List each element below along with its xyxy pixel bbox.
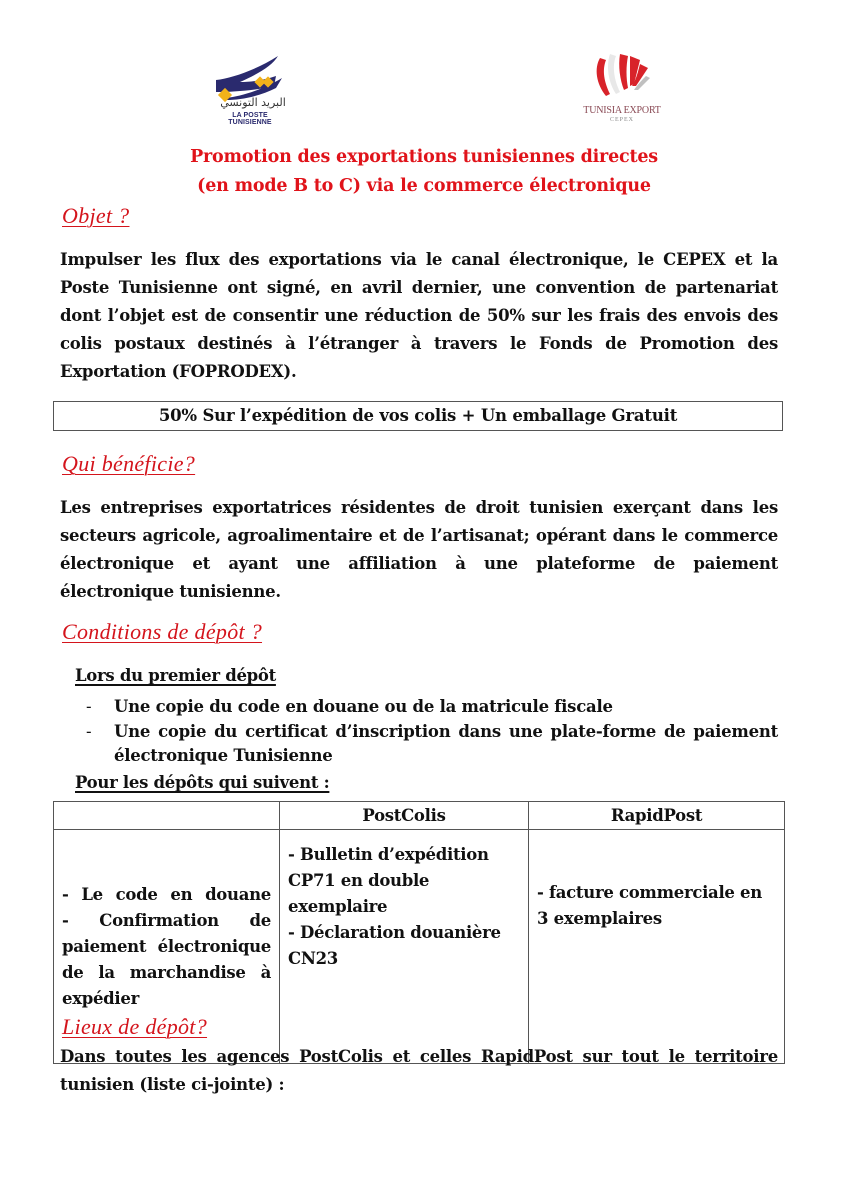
la-poste-latin-text: LA POSTE TUNISIENNE: [228, 112, 272, 126]
section-heading-lieux: Lieux de dépôt?: [62, 1014, 208, 1039]
tunisia-export-logo: [582, 50, 662, 126]
title-line-2: (en mode B to C) via le commerce électronique: [197, 176, 651, 196]
section-heading-beneficiaires: Qui bénéficie?: [62, 451, 196, 476]
document-title: [0, 143, 848, 201]
premier-depot-list: [86, 695, 778, 768]
beneficiaires-paragraph: Les entreprises exportatrices résidentes de droit tunisien exerçant dans les secteurs agricole, agroalimentaire et de l’artisanat; opérant dans le commerce électronique et ayant une affiliation à une plateforme de paiement électronique tunisienne.: [60, 498, 778, 601]
list-item: [86, 695, 778, 719]
table-header-row: [54, 802, 785, 830]
title-line-1: Promotion des exportations tunisiennes directes: [190, 147, 658, 167]
tunisia-export-text: TUNISIA EXPORT: [583, 105, 661, 116]
cepex-text: CEPEX: [609, 117, 634, 123]
la-poste-arabic-text: البريد التونسي: [220, 96, 286, 109]
dash-bullet: -: [86, 697, 92, 716]
cell-item: - Bulletin d’expédition CP71 en double exemplaire: [288, 845, 489, 916]
cell-item: - Le code en douane: [62, 884, 271, 904]
table-header-postcolis: PostColis: [280, 802, 529, 830]
subheading-premier-depot: Lors du premier dépôt: [75, 666, 276, 685]
cell-item: - facture commerciale en 3 exemplaires: [537, 883, 762, 928]
table-header-empty: [54, 802, 280, 830]
table-cell-postcolis: [280, 830, 529, 1064]
table-cell-rapidpost: [529, 830, 785, 1064]
table-header-rapidpost: RapidPost: [529, 802, 785, 830]
dash-bullet: -: [86, 722, 92, 741]
la-poste-tunisienne-logo: [212, 52, 288, 124]
promo-banner: 50% Sur l’expédition de vos colis + Un emballage Gratuit: [53, 401, 783, 431]
section-heading-objet: Objet ?: [62, 203, 130, 228]
subheading-depots-suivants: Pour les dépôts qui suivent :: [75, 773, 330, 792]
tunisia-export-fan-icon: [582, 50, 662, 104]
list-item-text: Une copie du code en douane ou de la matricule fiscale: [114, 697, 613, 716]
cell-item: - Confirmation de paiement électronique de la marchandise à expédier: [62, 910, 271, 1008]
lieux-paragraph: Dans toutes les agences PostColis et celles RapidPost sur tout le territoire tunisien (liste ci-jointe) :: [60, 1047, 778, 1094]
section-heading-conditions: Conditions de dépôt ?: [62, 619, 263, 644]
cell-item: - Déclaration douanière CN23: [288, 923, 501, 968]
list-item-text: Une copie du certificat d’inscription dans une plate-forme de paiement électronique Tunisienne: [114, 722, 778, 765]
objet-paragraph: Impulser les flux des exportations via le canal électronique, le CEPEX et la Poste Tunisienne ont signé, en avril dernier, une convention de partenariat dont l’objet est de consentir une réduction de 50% sur les frais des envois des colis postaux destinés à l’étranger à travers le Fonds de Promotion des Exportation (FOPRODEX).: [60, 250, 778, 381]
list-item: [86, 720, 778, 768]
